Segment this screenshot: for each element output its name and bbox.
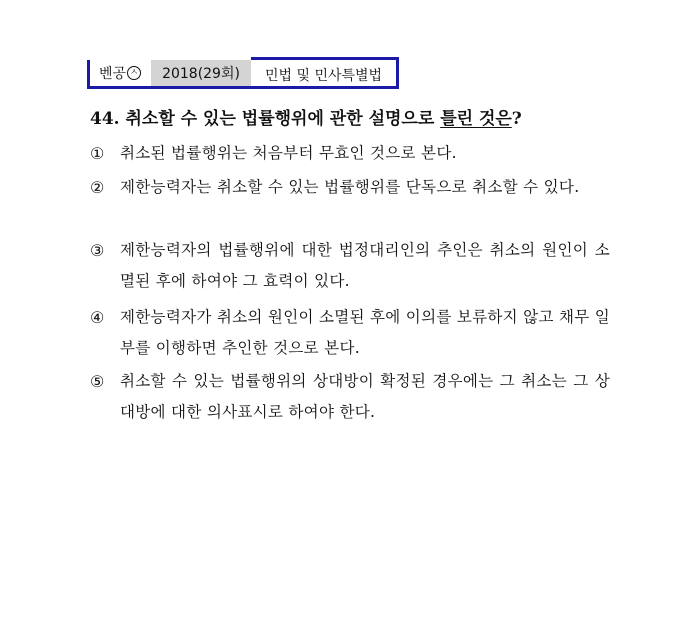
question-suffix: ? — [511, 109, 522, 129]
option-text: 취소할 수 있는 법률행위의 상대방이 확정된 경우에는 그 취소는 그 상대방에 대한 의사표시로 하여야 한다. — [120, 372, 610, 421]
answer-option-5[interactable] — [90, 366, 610, 428]
exam-series-text: 벤공 — [99, 66, 127, 82]
option-text: 제한능력자의 법률행위에 대한 법정대리인의 추인은 취소의 원인이 소멸된 후에 하여야 그 효력이 있다. — [120, 241, 610, 290]
question-title — [90, 104, 610, 129]
option-number: ⑤ — [90, 372, 105, 391]
question-negative-emphasis: 틀린 것은 — [440, 109, 512, 129]
answer-option-1[interactable] — [90, 138, 610, 169]
answer-option-3[interactable] — [90, 235, 610, 297]
option-number: ③ — [90, 241, 105, 260]
option-text: 제한능력자는 취소할 수 있는 법률행위를 단독으로 취소할 수 있다. — [120, 178, 580, 196]
option-number: ④ — [90, 308, 105, 327]
exam-series-label — [90, 60, 151, 86]
question-prefix: 44. 취소할 수 있는 법률행위에 관한 설명으로 — [90, 109, 441, 129]
answer-option-2[interactable] — [90, 172, 610, 203]
exam-header — [87, 60, 399, 89]
option-text: 취소된 법률행위는 처음부터 무효인 것으로 본다. — [120, 144, 457, 162]
answer-option-4[interactable] — [90, 302, 610, 364]
option-number: ① — [90, 144, 105, 163]
exam-year-label: 2018(29회) — [151, 60, 251, 86]
option-number: ② — [90, 178, 105, 197]
option-text: 제한능력자가 취소의 원인이 소멸된 후에 이의를 보류하지 않고 채무 일부를 이행하면 추인한 것으로 본다. — [120, 308, 610, 357]
exam-subject-label: 민법 및 민사특별법 — [251, 57, 399, 86]
exam-series-mark: ㅅ — [127, 66, 141, 80]
